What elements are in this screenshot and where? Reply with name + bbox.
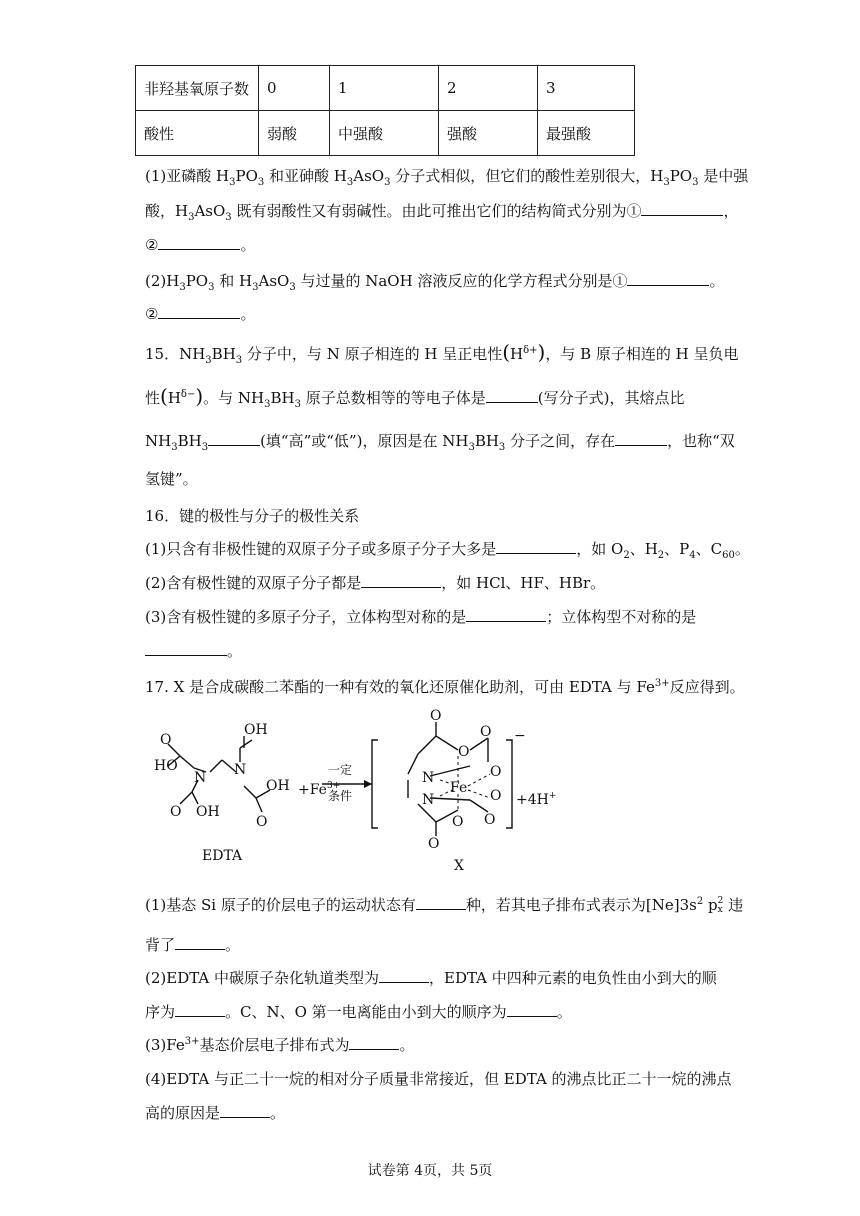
q15-line4 (145, 468, 198, 489)
q16-title (145, 505, 359, 526)
text: (2)EDTA 中碳原子杂化轨道类型为 (145, 969, 380, 987)
subscript: 3 (257, 177, 265, 188)
text: ，EDTA 中四种元素的电负性由小到大的顺 (429, 969, 717, 987)
text: 原子总数相等的等电子体是 (300, 389, 486, 407)
superscript: 2 (696, 896, 704, 907)
condition-label: 条件 (328, 789, 353, 803)
text: 背了 (145, 936, 176, 954)
subscript: 4 (689, 550, 696, 561)
table-cell: 最强酸 (538, 111, 635, 156)
answer-blank[interactable] (361, 573, 441, 588)
text: 。 (240, 236, 256, 254)
superscript: 3+ (654, 678, 670, 689)
text: 、P (664, 540, 690, 558)
text: 分子中，与 N 原子相连的 H 呈正电性 (242, 345, 503, 363)
answer-blank[interactable] (158, 304, 240, 319)
subscript: 3 (235, 355, 243, 366)
q17-part1 (145, 894, 743, 915)
answer-blank[interactable] (615, 431, 667, 446)
reaction-scheme (140, 700, 580, 875)
text: 基态价层电子排布式为 (199, 1036, 350, 1054)
text: (1)基态 Si 原子的价层电子的运动状态有 (145, 896, 416, 914)
text: AsO (353, 167, 385, 185)
text: 。 (399, 1036, 415, 1054)
q17-title (145, 676, 745, 697)
text: ，如 O (576, 540, 624, 558)
atom-label: Fe (450, 780, 468, 796)
text: ；立体构型不对称的是 (546, 608, 697, 626)
table-cell: 0 (259, 66, 330, 111)
text: 、C (695, 540, 723, 558)
text: (2)含有极性键的双原子分子都是 (145, 574, 362, 592)
text: 。与 NH (203, 389, 265, 407)
text: 。 (270, 1104, 286, 1122)
text: 氢键”。 (145, 470, 198, 488)
text: ，与 B 原子相连的 H 呈负电 (545, 345, 739, 363)
charge-label: − (514, 728, 526, 744)
subscript: 3 (171, 442, 178, 453)
text: AsO (258, 272, 290, 290)
text: (2)H (145, 272, 180, 290)
q17-part4 (145, 1068, 732, 1089)
text: 。 (227, 642, 243, 660)
text: ，也称“双 (667, 432, 735, 450)
page-footer: 试卷第 4页，共 5页 (367, 1163, 493, 1179)
paren-close: ) (537, 340, 546, 364)
text: 违 (723, 896, 744, 914)
subscript: 3 (663, 177, 670, 188)
answer-blank[interactable] (145, 641, 227, 656)
atom-label: OH (244, 722, 268, 738)
table-cell: 中强酸 (330, 111, 439, 156)
text: BH (474, 432, 499, 450)
answer-blank[interactable] (158, 235, 240, 250)
subscript: 3 (225, 212, 232, 223)
superscript: 2 (717, 896, 724, 906)
atom-label: O (458, 744, 470, 760)
answer-blank[interactable] (496, 539, 576, 554)
subscript: 3 (264, 399, 271, 410)
subscript: 3 (692, 177, 699, 188)
answer-blank[interactable] (349, 1035, 399, 1050)
arrow-head-icon (364, 780, 372, 788)
text: BH (270, 389, 295, 407)
text: p (703, 896, 718, 914)
q17-part1-line2 (145, 934, 240, 955)
text: (填“高”或“低”)，原因是在 NH (260, 432, 469, 450)
subscript: 3 (289, 282, 296, 293)
subscript: x (717, 905, 723, 915)
subscript: 60 (722, 550, 735, 561)
q17-part4-line2 (145, 1102, 285, 1123)
answer-blank[interactable] (220, 1103, 270, 1118)
table-cell: 非羟基氧原子数 (136, 66, 259, 111)
text: BH (211, 345, 236, 363)
text: (3)含有极性键的多原子分子，立体构型对称的是 (145, 608, 467, 626)
answer-blank[interactable] (416, 895, 466, 910)
subscript: 2 (623, 550, 630, 561)
text: 、H (629, 540, 658, 558)
text: 分子式相似，但它们的酸性差别很大，H (390, 167, 664, 185)
text: BH (177, 432, 202, 450)
atom-label: O (428, 836, 440, 852)
text: 种，若其电子排布式表示为[Ne]3s (465, 896, 697, 914)
text: ，如 HCl、HF、HBr。 (441, 574, 606, 592)
q16-part3 (145, 606, 696, 627)
text: 分子之间，存在 (505, 432, 616, 450)
subscript: 3 (205, 355, 212, 366)
text: 16．键的极性与分子的极性关系 (145, 507, 360, 525)
atom-label: N (422, 770, 435, 786)
text: H (167, 389, 181, 407)
text: ② (145, 236, 159, 254)
atom-label: O (256, 814, 268, 830)
atom-label: N (422, 792, 435, 808)
text: AsO (194, 202, 226, 220)
q15-line2 (145, 384, 684, 410)
q14-part2-line1 (145, 270, 724, 293)
text: PO (185, 272, 209, 290)
atom-label: O (484, 812, 496, 828)
subscript: 3 (229, 177, 236, 188)
atom-label: O (452, 814, 464, 830)
answer-blank[interactable] (379, 968, 429, 983)
text: 既有弱酸性又有弱碱性。由此可推出它们的结构简式分别为① (231, 202, 642, 220)
text: 15．NH (145, 345, 206, 363)
q14-part2-line2 (145, 303, 255, 324)
text: (4)EDTA 与正二十一烷的相对分子质量非常接近，但 EDTA 的沸点比正二十一烷的沸点 (145, 1070, 732, 1088)
text: PO (669, 167, 693, 185)
superscript: δ+ (523, 345, 538, 356)
table-row (136, 66, 635, 111)
text: 序为 (145, 1003, 176, 1021)
q16-part1 (145, 538, 750, 561)
text: 。 (556, 1003, 572, 1021)
subscript: 3 (252, 282, 259, 293)
subscript: 3 (346, 177, 354, 188)
text: (1)只含有非极性键的双原子分子或多原子分子大多是 (145, 540, 497, 558)
paren-open: ( (160, 384, 168, 408)
table-cell: 强酸 (439, 111, 538, 156)
q14-part1-line1 (145, 165, 748, 188)
atom-label: O (430, 708, 442, 724)
answer-blank[interactable] (208, 431, 260, 446)
text: 。 (225, 936, 241, 954)
atom-label: O (160, 732, 172, 748)
atom-label: O (490, 788, 502, 804)
subscript: 3 (179, 282, 186, 293)
table-row (136, 111, 635, 156)
answer-blank[interactable] (486, 388, 538, 403)
answer-blank[interactable] (627, 271, 709, 286)
q15-line1 (145, 340, 739, 366)
atom-label: N (194, 770, 207, 786)
subscript: 3 (294, 399, 301, 410)
text: 高的原因是 (145, 1104, 221, 1122)
text: H (510, 345, 524, 363)
table-cell: 2 (439, 66, 538, 111)
q14-part1-line2 (145, 200, 738, 223)
text: 性 (145, 389, 161, 407)
atom-label: OH (266, 778, 290, 794)
edta-label: EDTA (202, 848, 243, 864)
subscript: 3 (468, 442, 475, 453)
answer-blank[interactable] (641, 201, 723, 216)
paren-close: ) (195, 384, 204, 408)
acidity-table (135, 65, 635, 156)
table-cell: 酸性 (136, 111, 259, 156)
text: 。C、N、O 第一电离能由小到大的顺序为 (225, 1003, 507, 1021)
superscript: 3+ (184, 1036, 200, 1047)
text: 和亚砷酸 H (264, 167, 347, 185)
reaction-svg (140, 700, 580, 875)
text: (写分子式)，其熔点比 (537, 389, 685, 407)
text: 是中强 (698, 167, 749, 185)
answer-blank[interactable] (175, 935, 225, 950)
paren-open: ( (502, 340, 511, 364)
subscript: 3 (201, 442, 209, 453)
table-cell: 3 (538, 66, 635, 111)
subscript: 2 (657, 550, 665, 561)
text: (3)Fe (145, 1036, 185, 1054)
q14-part1-line3 (145, 234, 255, 255)
answer-blank[interactable] (175, 1002, 225, 1017)
atom-label: OH (196, 804, 220, 820)
text: 17. X 是合成碳酸二苯酯的一种有效的氧化还原催化助剂，可由 EDTA 与 Fe (145, 678, 655, 696)
q17-part2 (145, 967, 717, 988)
q17-part3 (145, 1034, 415, 1055)
atom-label: N (234, 762, 247, 778)
text: NH (145, 432, 172, 450)
x-label: X (454, 858, 464, 874)
q15-line3 (145, 430, 735, 453)
text: 与过量的 NaOH 溶液反应的化学方程式分别是① (295, 272, 628, 290)
table-cell: 弱酸 (259, 111, 330, 156)
atom-label: HO (154, 758, 178, 774)
superscript: δ− (180, 389, 196, 400)
text: ② (145, 305, 159, 323)
atom-label: O (170, 804, 182, 820)
atom-label: O (490, 764, 502, 780)
text: (1)亚磷酸 H (145, 167, 230, 185)
text: 酸，H (145, 202, 189, 220)
text: ， (723, 202, 739, 220)
text: 。 (240, 305, 256, 323)
answer-blank[interactable] (466, 607, 546, 622)
text: PO (235, 167, 258, 185)
table-cell: 1 (330, 66, 439, 111)
subscript: 3 (208, 282, 215, 293)
subscript: 3 (188, 212, 195, 223)
atom-label: O (480, 724, 492, 740)
answer-blank[interactable] (507, 1002, 557, 1017)
q17-part2-line2 (145, 1001, 572, 1022)
product-tail: +4H+ (516, 791, 557, 808)
text: 反应得到。 (669, 678, 745, 696)
q16-part3-line2 (145, 640, 242, 661)
subscript: 3 (384, 177, 391, 188)
text: 。 (709, 272, 725, 290)
q16-part2 (145, 572, 605, 593)
text: 和 H (214, 272, 253, 290)
condition-label: 一定 (328, 763, 353, 777)
reagent-label: $+Fe^{3+}$ (298, 781, 341, 798)
text: 。 (734, 540, 750, 558)
subscript: 3 (498, 442, 506, 453)
